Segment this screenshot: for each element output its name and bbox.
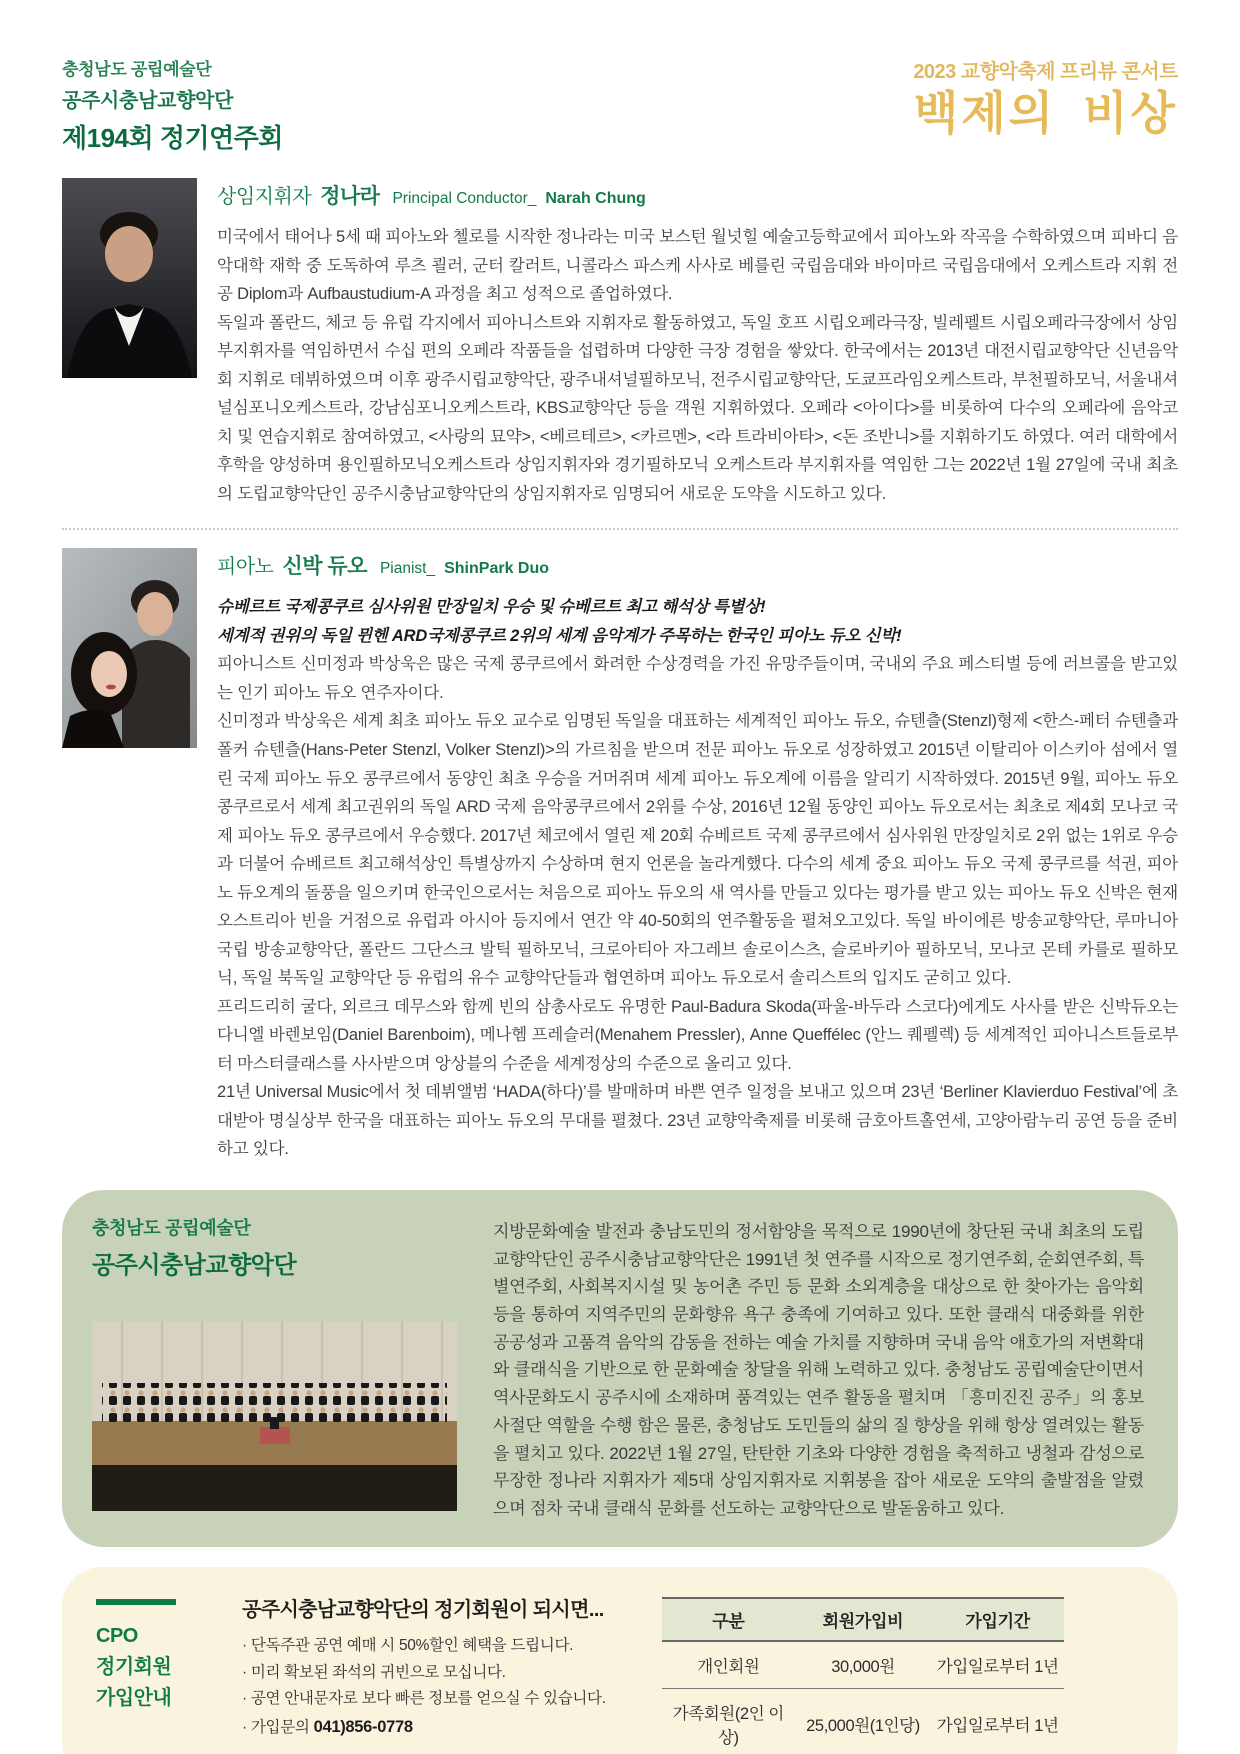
conductor-content [217,178,1178,508]
table-cell: 개인회원 [662,1641,795,1689]
membership-table-column [662,1593,1064,1754]
duo-role-en: Pianist_ [379,560,436,578]
table-cell: 25,000원(1인당) [795,1688,932,1754]
table-cell: 가족회원(2인 이상) [662,1688,795,1754]
table-header-period: 가입기간 [931,1598,1064,1641]
duo-name-en: ShinPark Duo [444,560,550,578]
section-divider [62,528,1178,530]
shinpark-duo-photo [62,548,197,748]
membership-bullet: · 단독주관 공연 예매 시 50%할인 혜택을 드립니다. [242,1633,634,1660]
orchestra-name: 공주시충남교향악단 [62,90,234,112]
conductor-bio [217,223,1178,508]
membership-box [62,1567,1178,1754]
membership-label-line: 정기회원 [96,1655,172,1678]
header-right [913,55,1178,139]
orchestra-box-left [92,1214,457,1511]
membership-fee-table [662,1597,1064,1754]
orchestra-box-title: 공주시충남교향악단 [92,1251,297,1279]
page-header [62,55,1178,155]
conductor-photo [62,178,197,378]
membership-bullet: · 미리 확보된 좌석의 귀빈으로 모십니다. [242,1660,634,1687]
table-cell: 가입일로부터 1년 [931,1641,1064,1689]
membership-label-column [96,1593,214,1754]
bio-paragraph: 독일과 폴란드, 체코 등 유럽 각지에서 피아니스트와 지휘자로 활동하였고, 독일 호프 시립오페라극장, 빌레펠트 시립오페라극장에서 상임부지휘자를 역임하면서 수십 편의 오페라 작품들을 섭렵하며 다양한 극장 경험을 쌓았다. 한국에서는 2013년 대전시립교향악단 신년음악회 지휘로 데뷔하였으며 이후 광주시립교향악단, 광주내셔널필하모닉, 전주시립교향악단, 도쿄프라임오케스트라, 부천필하모닉, 서울내셔널심포니오케스트라, 강남심포니오케스트라, KBS교향악단 등을 객원 지휘하였다. 오페라 <아이다>를 비롯하여 다수의 오페라에 음악코치 및 연습지휘로 참여하였고, <사랑의 묘약>, <베르테르>, <카르멘>, <라 트라비아타>, <돈 조반니>를 지휘하기도 하였다. 여러 대학에서 후학을 양성하며 용인필하모닉오케스트라 상임지휘자와 경기필하모닉 오케스트라 부지휘자를 역임한 그는 2022년 1월 27일에 국내 최초의 도립교향악단인 공주시충남교향악단의 상임지휘자로 임명되어 새로운 도약을 시도하고 있다. [217,313,1178,503]
membership-contact [242,1713,634,1742]
table-row [662,1641,1064,1689]
duo-photo-column [62,548,197,1164]
membership-label-line: CPO [96,1624,138,1647]
table-header-category: 구분 [662,1598,795,1641]
duo-content [217,548,1178,1164]
membership-bullet-list [242,1633,634,1742]
conductor-portrait-illustration [62,178,197,378]
duo-heading [217,550,1178,580]
duo-section [62,548,1178,1164]
orchestra-box-subtitle: 충청남도 공립예술단 [92,1217,251,1238]
conductor-photo-column [62,178,197,508]
membership-bullet: · 공연 안내문자로 보다 빠른 정보를 얻으실 수 있습니다. [242,1686,634,1713]
green-accent-bar [96,1599,176,1605]
conductor-name-ko: 정나라 [320,185,380,208]
table-cell: 가입일로부터 1년 [931,1688,1064,1754]
conductor-section [62,178,1178,508]
table-header-row [662,1598,1064,1641]
membership-benefits-column [242,1593,634,1754]
membership-title: 공주시충남교향악단의 정기회원이 되시면... [242,1598,604,1621]
table-cell: 30,000원 [795,1641,932,1689]
conductor-role-en: Principal Conductor_ [392,190,537,207]
duo-highlight: 슈베르트 국제콩쿠르 심사위원 만장일치 우승 및 슈베르트 최고 해석상 특별상! [217,598,766,617]
duo-role-ko: 피아노 [217,556,274,579]
bio-paragraph: 피아니스트 신미정과 박상욱은 많은 국제 콩쿠르에서 화려한 수상경력을 가진 유망주들이며, 국내외 주요 페스티벌 등에 러브콜을 받고있는 인기 피아노 듀오 연주자이다. [217,655,1178,702]
duo-name-ko: 신박 듀오 [282,555,367,579]
orchestra-stage-illustration [92,1321,457,1511]
table-header-fee: 회원가입비 [795,1598,932,1641]
concert-number-title: 제194회 정기연주회 [62,123,283,153]
header-left [62,55,283,155]
contact-phone-number: 041)856-0778 [313,1717,413,1736]
membership-label-line: 가입안내 [96,1686,172,1709]
duo-bio [217,593,1178,1164]
bio-paragraph: 21년 Universal Music에서 첫 데뷔앨범 ‘HADA(하다)’를 발매하며 바쁜 연주 일정을 보내고 있으며 23년 ‘Berliner Klavierduo Festival’에 초대받아 명실상부 한국을 대표하는 피아노 듀오의 무대를 펼쳤다. 23년 교향악축제를 비롯해 금호아트홀연세, 고양아람누리 공연 등을 준비하고 있다. [217,1083,1178,1159]
festival-title: 백제의 비상 [913,86,1178,140]
conductor-heading [217,180,1178,210]
table-row [662,1688,1064,1754]
bio-paragraph: 프리드리히 굴다, 외르크 데무스와 함께 빈의 삼총사로도 유명한 Paul-Badura Skoda(파울-바두라 스코다)에게도 사사를 받은 신박듀오는 다니엘 바렌보임(Daniel Barenboim), 메나헴 프레슬러(Menahem Pressler), Anne Queffélec (안느 퀘펠렉) 등 세계적인 피아니스트들로부터 마스터클래스를 사사받으며 앙상블의 수준을 세계정상의 수준으로 올리고 있다. [217,997,1178,1073]
orchestra-description: 지방문화예술 발전과 충남도민의 정서함양을 목적으로 1990년에 창단된 국내 최초의 도립교향악단인 공주시충남교향악단은 1991년 첫 연주를 시작으로 정기연주회, 순회연주회, 특별연주회, 사회복지시설 및 농어촌 주민 등 문화 소외계층을 대상으로 한 찾아가는 음악회 등을 통하여 지역주민의 문화향유 욕구 충족에 기여하고 있다. 또한 클래식 대중화를 위한 공공성과 고품격 음악의 감동을 전하는 예술 가치를 지향하며 국내 음악 애호가의 저변확대와 클래식을 기반으로 한 문화예술 창달을 위해 노력하고 있다. 충청남도 공립예술단이면서 역사문화도시 공주시에 소재하며 품격있는 연주 활동을 펼치며 「흥미진진 공주」의 홍보사절단 역할을 수행 함은 물론, 충청남도 도민들의 삶의 질 향상을 위해 항상 열려있는 활동을 펼치고 있다. 2022년 1월 27일, 탄탄한 기초와 다양한 경험을 축적하고 냉철과 감성으로 무장한 정나라 지휘자가 제5대 상임지휘자로 지휘봉을 잡아 새로운 도약의 출발점을 알렸으며 점차 국내 클래식 문화를 선도하는 교향악단으로 발돋움하고 있다. [493,1221,1144,1518]
festival-subtitle: 2023 교향악축제 프리뷰 콘서트 [913,61,1178,83]
org-line: 충청남도 공립예술단 [62,60,212,79]
duo-portrait-illustration [62,548,197,748]
conductor-name-en: Narah Chung [545,190,646,207]
orchestra-photo [92,1321,457,1511]
bio-paragraph: 미국에서 태어나 5세 때 피아노와 첼로를 시작한 정나라는 미국 보스턴 월넛힐 예술고등학교에서 피아노와 작곡을 수학하였으며 피바디 음악대학 재학 중 도독하여 루츠 쾰러, 군터 칼러트, 니콜라스 파스케 사사로 베를린 국립음대와 바이마르 국립음대에서 오케스트라 지휘 전공 Diplom과 Aufbaustudium-A 과정을 최고 성적으로 졸업하였다. [217,228,1178,304]
bio-paragraph: 신미정과 박상욱은 세계 최초 피아노 듀오 교수로 임명된 독일을 대표하는 세계적인 피아노 듀오, 슈텐츨(Stenzl)형제 <한스-페터 슈텐츨과 폴커 슈텐츨(Hans-Peter Stenzl, Volker Stenzl)>의 가르침을 받으며 전문 피아노 듀오로 성장하였고 2015년 이탈리아 이스키아 섬에서 열린 국제 피아노 듀오 콩쿠르에서 동양인 최초 우승을 거머쥐며 세계 피아노 듀오계에 이름을 알리기 시작하였다. 2015년 9월, 피아노 듀오 콩쿠르로서 세계 최고권위의 독일 ARD 국제 음악콩쿠르에서 2위를 수상, 2016년 12월 동양인 피아노 듀오로서는 최초로 제4회 모나코 국제 피아노 듀오 콩쿠르에서 우승했다. 2017년 체코에서 열린 제 20회 슈베르트 국제 콩쿠르에서 심사위원 만장일치로 2위 없는 1위로 우승과 더불어 슈베르트 최고해석상인 특별상까지 수상하며 현지 언론을 놀라게했다. 다수의 세계 중요 피아노 듀오 국제 콩쿠르를 석권, 피아노 듀오계의 돌풍을 일으키며 한국인으로서는 처음으로 피아노 듀오의 새 역사를 만들고 있다는 평가를 받고 있는 피아노 듀오 신박은 현재 오스트리아 빈을 거점으로 유럽과 아시아 등지에서 연간 약 40-50회의 연주활동을 펼쳐오고있다. 독일 바이에른 방송교향악단, 루마니아 국립 방송교향악단, 폴란드 그단스크 발틱 필하모닉, 크로아티아 자그레브 솔로이스츠, 슬로바키아 필하모닉, 모나코 몬테 카를로 필하모닉, 독일 북독일 교향악단 등 유럽의 유수 교향악단들과 협연하며 피아노 듀오로서 솔리스트의 입지도 굳히고 있다. [217,712,1178,988]
orchestra-intro-box [62,1190,1178,1547]
conductor-role-ko: 상임지휘자 [217,186,312,208]
membership-label [96,1621,214,1714]
duo-highlight: 세계적 권위의 독일 뮌헨 ARD국제콩쿠르 2위의 세계 음악계가 주목하는 한국인 피아노 듀오 신박! [217,626,902,645]
contact-label: 가입문의 [250,1718,314,1736]
